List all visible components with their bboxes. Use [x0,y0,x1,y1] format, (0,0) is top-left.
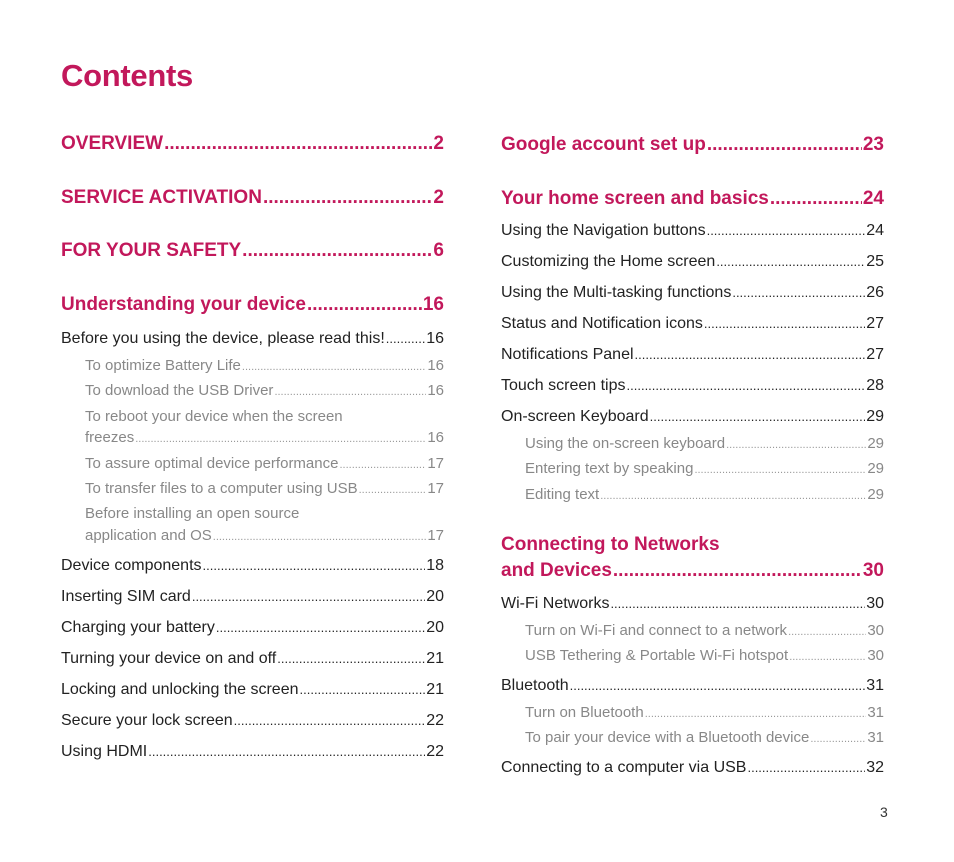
toc-entry-label: Turn on Wi-Fi and connect to a network [525,622,788,639]
dot-leader [627,378,866,393]
dot-leader [203,558,426,573]
toc-page-number: 31 [867,729,884,746]
toc-entry-google-account[interactable] [501,134,884,156]
toc-page-number: 28 [866,377,884,394]
toc-entry-label: Using the Multi-tasking functions [501,284,732,301]
toc-entry-usb-tethering[interactable] [525,647,884,664]
toc-entry-using-keyboard[interactable] [525,435,884,452]
dot-leader [788,626,866,638]
dot-leader [300,682,426,697]
toc-entry-label: Before you using the device, please read this! [61,330,385,347]
toc-entry-label: Entering text by speaking [525,460,694,477]
dot-leader [192,589,425,604]
toc-entry-label: Locking and unlocking the screen [61,681,299,698]
toc-page-number: 16 [427,429,444,446]
dot-leader [694,464,866,476]
toc-entry-label: OVERVIEW [61,133,164,154]
toc-page-number: 16 [427,357,444,374]
toc-page-number: 22 [426,743,444,760]
toc-page-number: 22 [426,712,444,729]
toc-entry-notifications-panel[interactable] [501,346,884,364]
toc-entry-using-hdmi[interactable] [61,743,444,761]
page-number: 3 [880,804,888,820]
toc-page-number: 31 [866,677,884,694]
toc-entry-open-source-line1[interactable]: Before installing an open source [85,505,300,522]
toc-entry-label: FOR YOUR SAFETY [61,240,242,261]
toc-page-number: 31 [867,704,884,721]
toc-entry-label: To assure optimal device performance [85,455,339,472]
dot-leader [148,744,425,759]
dot-leader [610,596,865,611]
toc-entry-label: Status and Notification icons [501,315,703,332]
toc-page-number: 26 [866,284,884,301]
toc-page-number: 18 [426,557,444,574]
toc-entry-customizing-home[interactable] [501,253,884,271]
toc-entry-onscreen-keyboard[interactable] [501,408,884,426]
toc-entry-label: USB Tethering & Portable Wi-Fi hotspot [525,647,789,664]
dot-leader [613,560,862,582]
toc-entry-label: Understanding your device [61,294,306,315]
dot-leader [810,733,866,745]
dot-leader [213,531,427,543]
toc-page-number: 6 [433,240,444,261]
toc-entry-label: Turn on Bluetooth [525,704,644,721]
dot-leader [307,294,422,316]
toc-entry-transfer-files[interactable] [85,480,444,497]
dot-leader [770,188,862,210]
toc-entry-open-source[interactable] [85,527,444,544]
toc-entry-label: application and OS [85,527,212,544]
toc-entry-home-screen-basics[interactable] [501,188,884,210]
toc-entry-label: SERVICE ACTIVATION [61,187,262,208]
toc-entry-networks-line1[interactable]: Connecting to Networks [501,534,720,555]
toc-entry-turn-on-wifi[interactable] [525,622,884,639]
toc-page-number: 30 [867,622,884,639]
toc-entry-status-icons[interactable] [501,315,884,333]
toc-entry-label: Customizing the Home screen [501,253,716,270]
toc-entry-label: To pair your device with a Bluetooth device [525,729,810,746]
toc-entry-multitasking[interactable] [501,284,884,302]
toc-page-number: 21 [426,681,444,698]
toc-entry-label: Using the Navigation buttons [501,222,706,239]
toc-entry-label: Charging your battery [61,619,215,636]
toc-page-number: 32 [866,759,884,776]
dot-leader [707,223,866,238]
dot-leader [704,316,865,331]
toc-page-number: 27 [866,315,884,332]
dot-leader [216,620,425,635]
dot-leader [164,133,432,155]
toc-entry-secure-lock-screen[interactable] [61,712,444,730]
dot-leader [732,285,865,300]
dot-leader [600,490,866,502]
toc-page-number: 16 [426,330,444,347]
toc-entry-navigation-buttons[interactable] [501,222,884,240]
toc-entry-label: To optimize Battery Life [85,357,241,374]
toc-entry-performance[interactable] [85,455,444,472]
toc-entry-turn-on-bluetooth[interactable] [525,704,884,721]
toc-page-number: 16 [427,382,444,399]
toc-page-number: 23 [862,134,884,155]
toc-entry-label: Turning your device on and off [61,650,277,667]
toc-entry-editing-text[interactable] [525,486,884,503]
toc-entry-entering-text-speaking[interactable] [525,460,884,477]
dot-leader [789,651,866,663]
dot-leader [339,459,426,471]
toc-entry-device-components[interactable] [61,557,444,575]
toc-entry-label: Wi-Fi Networks [501,595,610,612]
toc-entry-usb-driver[interactable] [85,382,444,399]
toc-entry-service-activation[interactable] [61,187,444,209]
toc-page-number: 29 [867,460,884,477]
dot-leader [570,678,866,693]
toc-entry-touch-screen-tips[interactable] [501,377,884,395]
dot-leader [274,386,426,398]
toc-entry-before-using[interactable] [61,330,444,348]
toc-page-number: 27 [866,346,884,363]
toc-entry-pair-bluetooth[interactable] [525,729,884,746]
toc-entry-for-your-safety[interactable] [61,240,444,262]
toc-page-number: 29 [867,435,884,452]
dot-leader [242,240,432,262]
toc-page-number: 17 [427,527,444,544]
toc-entry-networks-devices[interactable] [501,560,884,582]
toc-entry-reboot-line1[interactable]: To reboot your device when the screen [85,408,343,425]
dot-leader [386,331,425,346]
toc-entry-understanding-your-device[interactable] [61,294,444,316]
dot-leader [135,433,426,445]
toc-entry-label: and Devices [501,560,612,581]
toc-entry-label: Bluetooth [501,677,569,694]
toc-entry-label: To transfer files to a computer using USB [85,480,358,497]
toc-page-number: 25 [866,253,884,270]
toc-page-number: 30 [867,647,884,664]
dot-leader [650,409,866,424]
toc-entry-overview[interactable] [61,133,444,155]
toc-page-number: 20 [426,588,444,605]
dot-leader [707,134,862,156]
toc-page-number: 16 [422,294,444,315]
toc-entry-label: Notifications Panel [501,346,634,363]
toc-entry-computer-via-usb[interactable] [501,759,884,777]
toc-entry-label: Touch screen tips [501,377,626,394]
toc-entry-label: Inserting SIM card [61,588,191,605]
toc-entry-label: Editing text [525,486,600,503]
dot-leader [645,708,867,720]
toc-entry-label: freezes [85,429,135,446]
page-title: Contents [61,58,193,93]
toc-page-number: 29 [867,486,884,503]
toc-page-number: 17 [427,480,444,497]
toc-entry-label: To download the USB Driver [85,382,274,399]
toc-entry-charging-battery[interactable] [61,619,444,637]
dot-leader [747,760,865,775]
toc-page-number: 30 [862,560,884,581]
toc-entry-inserting-sim[interactable] [61,588,444,606]
toc-entry-label: On-screen Keyboard [501,408,649,425]
toc-page-number: 21 [426,650,444,667]
toc-page-number: 2 [433,187,444,208]
dot-leader [234,713,426,728]
toc-page-number: 24 [862,188,884,209]
dot-leader [242,361,426,373]
toc-entry-battery-life[interactable] [85,357,444,374]
toc-entry-bluetooth[interactable] [501,677,884,695]
toc-page-number: 29 [866,408,884,425]
dot-leader [726,439,866,451]
toc-entry-label: Using HDMI [61,743,148,760]
toc-entry-label: Secure your lock screen [61,712,233,729]
toc-entry-locking-screen[interactable] [61,681,444,699]
toc-page-number: 20 [426,619,444,636]
toc-entry-label: Using the on-screen keyboard [525,435,726,452]
toc-entry-label: Your home screen and basics [501,188,769,209]
dot-leader [263,187,432,209]
toc-page-number: 24 [866,222,884,239]
dot-leader [277,651,425,666]
dot-leader [716,254,865,269]
dot-leader [635,347,866,362]
dot-leader [359,484,427,496]
toc-entry-label: Google account set up [501,134,706,155]
toc-entry-turning-on-off[interactable] [61,650,444,668]
toc-entry-reboot[interactable] [85,429,444,446]
toc-page-number: 30 [866,595,884,612]
toc-entry-label: Connecting to a computer via USB [501,759,747,776]
toc-page-number: 2 [433,133,444,154]
toc-page-number: 17 [427,455,444,472]
toc-entry-wifi-networks[interactable] [501,595,884,613]
toc-entry-label: Device components [61,557,202,574]
